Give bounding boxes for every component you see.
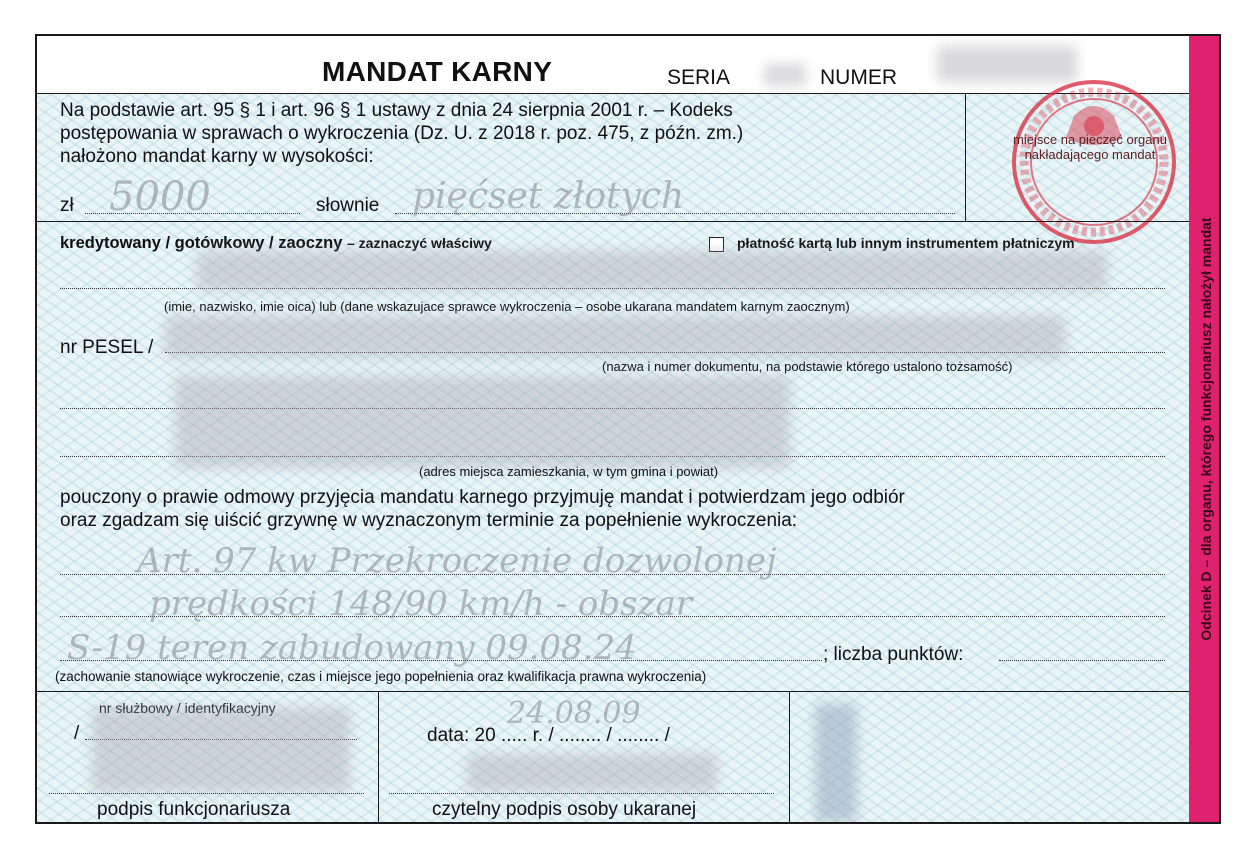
redacted-seria <box>764 64 806 86</box>
redacted-address <box>175 376 790 468</box>
words-handwritten: pięćset złotych <box>412 176 685 217</box>
statement-line-2: oraz zgadzam się uiścić grzywnę w wyznaczonym terminie za popełnienie wykroczenia: <box>60 510 798 531</box>
officer-id-label: nr służbowy / identyfikacyjny <box>99 700 276 716</box>
officer-signature-label: podpis funkcjonariusza <box>97 799 291 820</box>
card-payment-label: płatność kartą lub innym instrumentem płatniczym <box>737 235 1075 251</box>
card-payment-checkbox[interactable] <box>709 237 724 252</box>
legal-basis-line-2: postępowania w sprawach o wykroczenia (Dz. U. z 2018 r. poz. 475, z późn. zm.) <box>60 123 744 144</box>
currency-label: zł <box>60 195 74 216</box>
penalized-signature-label: czytelny podpis osoby ukaranej <box>432 799 697 820</box>
words-label: słownie <box>316 195 380 216</box>
stamp-divider <box>965 93 966 221</box>
numer-label: NUMER <box>820 66 897 89</box>
payment-types: kredytowany / gotówkowy / zaoczny <box>60 234 343 252</box>
statement <box>60 486 1160 532</box>
stamp-area <box>1004 76 1176 248</box>
amount-handwritten: 5000 <box>109 174 211 220</box>
points-dotted-line <box>999 660 1165 661</box>
offense-handwritten-2: prędkości 148/90 km/h - obszar <box>149 584 692 624</box>
date-handwritten: 24.08.09 <box>507 696 641 731</box>
footer-divider-2 <box>789 691 790 824</box>
officer-id-slash: / <box>74 723 80 744</box>
fine-ticket <box>35 34 1221 824</box>
stamp-label: miejsce na pieczęć organu nakładającego mandat <box>1013 132 1167 162</box>
redacted-officer-id <box>92 708 350 792</box>
seria-label: SERIA <box>667 66 731 89</box>
redacted-side-signature <box>815 704 857 822</box>
legal-basis <box>60 99 960 168</box>
pesel-label: nr PESEL / <box>60 337 154 358</box>
ticket-title: MANDAT KARNY <box>322 56 553 87</box>
legal-basis-line-3: nałożono mandat karny w wysokości: <box>60 146 374 167</box>
offense-handwritten-3: S-19 teren zabudowany 09.08.24 <box>67 628 637 668</box>
redacted-penalized-signature <box>467 754 717 792</box>
redacted-name <box>197 251 1107 291</box>
redacted-pesel <box>165 316 1065 358</box>
name-caption: (imie, nazwisko, imie oica) lub (dane wskazujace sprawce wykroczenia – osobe ukarana mandatem karnym zaocznym) <box>164 299 850 314</box>
officer-signature-dotted-line <box>49 793 364 794</box>
divider-2 <box>37 691 1189 692</box>
penalized-signature-dotted-line <box>389 793 774 794</box>
points-label: ; liczba punktów: <box>823 644 964 665</box>
copy-label-strip <box>1189 36 1221 822</box>
document-caption: (nazwa i numer dokumentu, na podstawie którego ustalono tożsamość) <box>602 359 1013 374</box>
legal-basis-line-1: Na podstawie art. 95 § 1 i art. 96 § 1 ustawy z dnia 24 sierpnia 2001 r. – Kodeks <box>60 100 733 121</box>
offense-handwritten-1: Art. 97 kw Przekroczenie dozwolonej <box>137 541 777 581</box>
stamp-seal-icon <box>1004 76 1176 248</box>
payment-hint: – zaznaczyć właściwy <box>347 235 492 251</box>
offense-caption: (zachowanie stanowiące wykroczenie, czas i miejsce jego popełnienia oraz kwalifikacja prawna wykroczenia) <box>55 669 707 684</box>
address-caption: (adres miejsca zamieszkania, w tym gmina i powiat) <box>419 464 719 479</box>
footer-divider-1 <box>378 691 379 824</box>
copy-label-text: Odcinek D – dla organu, którego funkcjonariusz nałożył mandat <box>1198 217 1214 641</box>
statement-line-1: pouczony o prawie odmowy przyjęcia mandatu karnego przyjmuję mandat i potwierdzam jego odbiór <box>60 487 905 508</box>
divider-1 <box>37 221 1189 222</box>
date-label: data: 20 ..... r. / ........ / ........ / <box>427 725 670 746</box>
